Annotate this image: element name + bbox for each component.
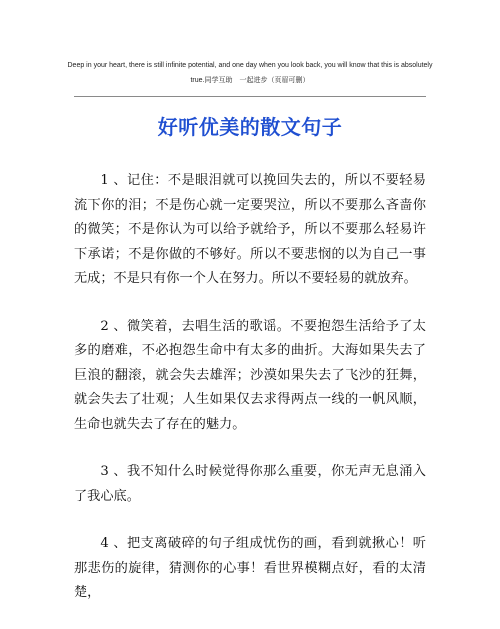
paragraph-2: 2 、微笑着，去唱生活的歌谣。不要抱怨生活给予了太多的磨难，不必抱怨生命中有太多的曲折。大海如果失去了巨浪的翻滚，就会失去雄浑；沙漠如果失去了飞沙的狂舞，就会失去了壮观；人生如果仅去求得两点一线的一帆风顺，生命也就失去了存在的魅力。 [74,318,426,432]
page-header: Deep in your heart, there is still infinite potential, and one day when you look back, you will know that this is absolutely true.同学互助 一起进步（页眉可删） [67,62,433,84]
paragraph-4: 4 、把支离破碎的句子组成忧伤的画，看到就揪心！听那悲伤的旋律，猜测你的心事！看世界模糊点好，看的太清楚， [74,536,426,600]
header-divider [74,96,426,97]
document-body [74,169,426,629]
document-title: 好听优美的散文句子 [157,115,343,139]
paragraph-1: 1 、记住：不是眼泪就可以挽回失去的，所以不要轻易流下你的泪；不是伤心就一定要哭泣，所以不要那么吝啬你的微笑；不是你认为可以给予就给予，所以不要那么轻易许下承诺；不是你做的不够好。所以不要悲悯的以为自己一事无成；不是只有你一个人在努力。所以不要轻易的就放弃。 [74,173,426,286]
paragraph-3: 3 、我不知什么时候觉得你那么重要，你无声无息涌入了我心底。 [74,464,426,504]
